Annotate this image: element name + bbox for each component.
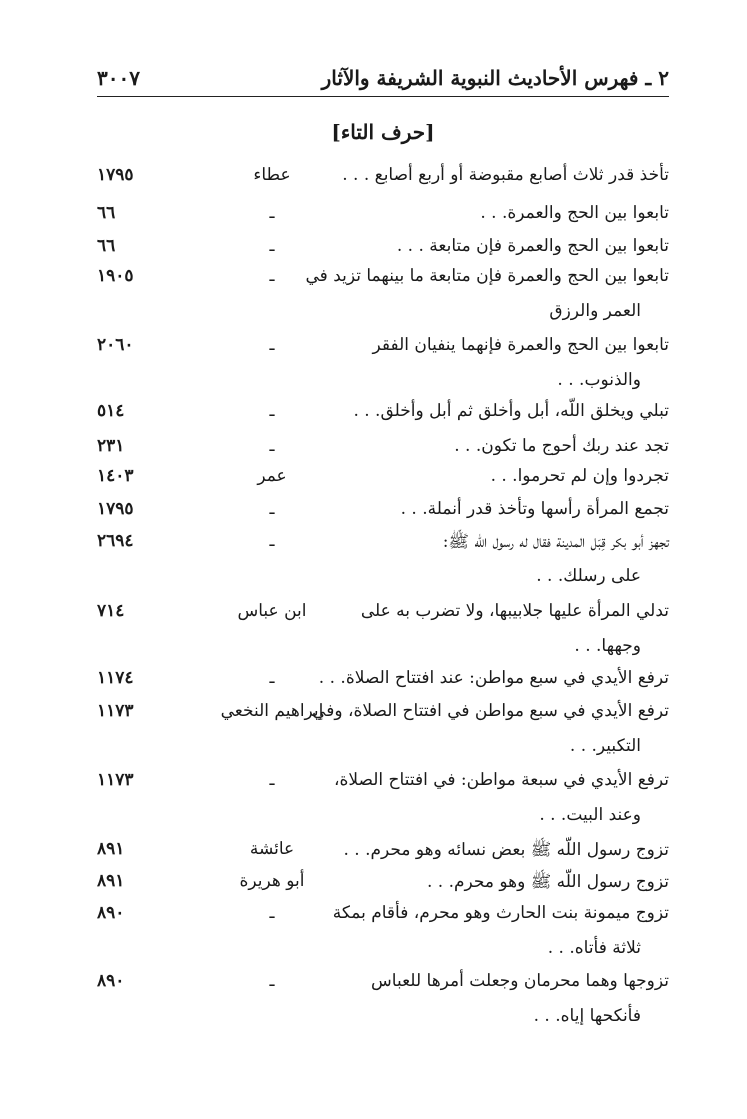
hadith-text: تأخذ قدر ثلاث أصابع مقبوضة أو أربع أصابع . . . [342,165,669,185]
index-entry [97,203,669,238]
narrator: عطاء [253,165,291,185]
running-header [97,58,669,90]
hadith-text: تابعوا بين الحج والعمرة فإن متابعة . . . [396,236,669,256]
narrator: ـ [269,401,275,421]
hadith-text: تابعوا بين الحج والعمرة فإنهما ينفيان الفقر [372,335,669,355]
header-title: ٢ ـ فهرس الأحاديث النبوية الشريفة والآثار [321,66,669,90]
index-entry [97,401,669,436]
hadith-text: تزوج رسول اللّه ﷺ وهو محرم. . . [426,872,669,892]
narrator: ـ [269,203,275,223]
hadith-text: تابعوا بين الحج والعمرة. . . [480,203,669,223]
reference-number: ٦٦ [97,236,116,256]
hadith-text: ترفع الأيدي في سبعة مواطن: في افتتاح الصلاة، [333,770,669,790]
reference-number: ١٧٩٥ [97,165,134,185]
reference-number: ١٧٩٥ [97,499,134,519]
hadith-text: ترفع الأيدي في سبع مواطن في افتتاح الصلاة، وفي [312,701,669,721]
reference-number: ٥١٤ [97,401,125,421]
index-entry [97,466,669,501]
reference-number: ٨٩١ [97,871,125,891]
reference-number: ١١٧٣ [97,770,134,790]
reference-number: ٨٩٠ [97,903,125,923]
hadith-text-continuation: على رسلك. . . [536,566,641,586]
index-entry [97,335,669,405]
index-entry [97,903,669,973]
hadith-text-continuation: العمر والرزق [549,301,641,321]
narrator: ـ [269,903,275,923]
reference-number: ٨٩٠ [97,971,125,991]
hadith-text: تجد عند ربك أحوج ما تكون. . . [454,436,669,456]
narrator: عائشة [249,839,295,859]
narrator: ـ [269,236,275,256]
hadith-text: ترفع الأيدي في سبع مواطن: عند افتتاح الصلاة. . . [318,668,669,688]
narrator: ـ [269,668,275,688]
hadith-text: تزوج ميمونة بنت الحارث وهو محرم، فأقام بمكة [332,903,669,923]
index-entry [97,266,669,336]
index-entry [97,531,669,601]
index-entry [97,871,669,906]
hadith-text: تابعوا بين الحج والعمرة فإن متابعة ما بينهما تزيد في [305,266,669,286]
narrator: ـ [269,971,275,991]
reference-number: ٨٩١ [97,839,125,859]
reference-number: ١٤٠٣ [97,466,134,486]
narrator: إبراهيم النخعي [220,701,324,721]
reference-number: ٧١٤ [97,601,125,621]
reference-number: ٢٠٦٠ [97,335,134,355]
section-heading: [حرف التاء] [331,120,435,144]
hadith-text-continuation: وعند البيت. . . [539,805,641,825]
narrator: أبو هريرة [239,871,305,891]
hadith-text-continuation: التكبير. . . [569,736,641,756]
reference-number: ١١٧٣ [97,701,134,721]
page-number: ٣٠٠٧ [97,66,140,90]
index-entry [97,165,669,200]
index-entry [97,971,669,1041]
hadith-text-continuation: وجهها. . . [574,636,641,656]
reference-number: ١٩٠٥ [97,266,134,286]
reference-number: ٢٣١ [97,436,125,456]
reference-number: ١١٧٤ [97,668,134,688]
narrator: ـ [269,499,275,519]
narrator: ـ [269,531,275,551]
hadith-text-continuation: ثلاثة فأتاه. . . [547,938,641,958]
narrator: ابن عباس [237,601,307,621]
narrator: ـ [269,436,275,456]
hadith-text: تجمع المرأة رأسها وتأخذ قدر أنملة. . . [400,499,669,519]
hadith-text: تزوج رسول اللّه ﷺ بعض نسائه وهو محرم. . . [343,840,669,860]
hadith-text: تجردوا وإن لم تحرموا. . . [490,466,669,486]
reference-number: ٦٦ [97,203,116,223]
index-entry [97,770,669,840]
hadith-text-continuation: فأنكحها إياه. . . [533,1006,641,1026]
index-entry [97,499,669,534]
hadith-text: تبلي ويخلق اللّه، أبل وأخلق ثم أبل وأخلق. . . [353,401,669,421]
index-entry [97,701,669,771]
hadith-text: تدلي المرأة عليها جلابيبها، ولا تضرب به على [360,601,669,621]
hadith-text: تجهز أبو بكر قِبَل المدينة فقال له رسول اللّه ﷺ: [442,532,669,552]
narrator: ـ [269,770,275,790]
reference-number: ٢٦٩٤ [97,531,134,551]
index-entry [97,601,669,671]
header-rule [97,96,669,97]
hadith-text: تزوجها وهما محرمان وجعلت أمرها للعباس [371,971,669,991]
hadith-text-continuation: والذنوب. . . [557,370,641,390]
index-entry [97,839,669,874]
index-entry [97,668,669,703]
narrator: ـ [269,335,275,355]
narrator: عمر [257,466,287,486]
narrator: ـ [269,266,275,286]
